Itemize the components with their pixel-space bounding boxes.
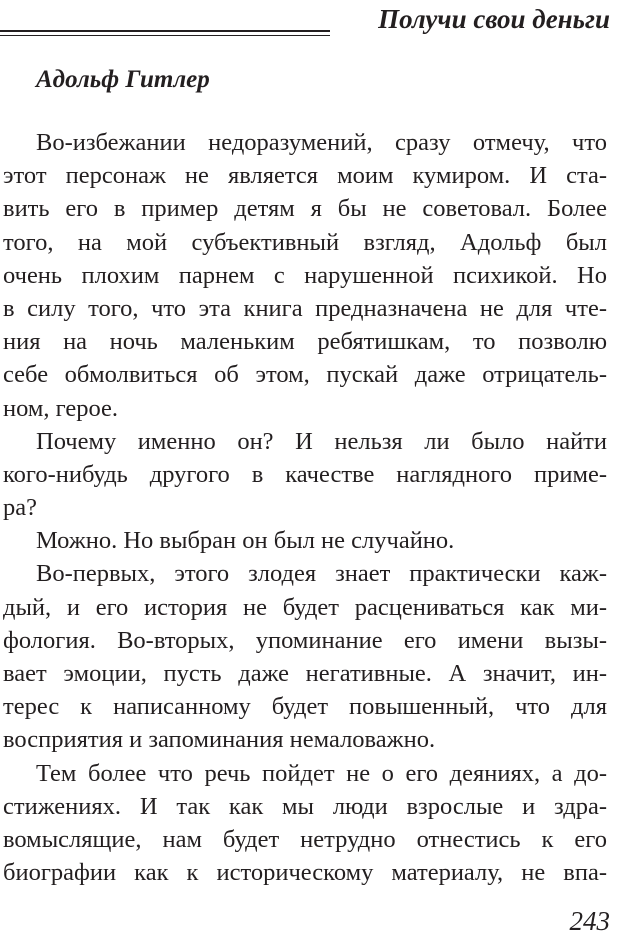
text-line: восприятия и запоминания немаловажно. (3, 726, 436, 754)
text-line: того, на мой субъективный взгляд, Адольф был (3, 228, 607, 256)
text-line: фология. Во-вторых, упоминание его имени вызы- (3, 626, 607, 654)
section-title: Адольф Гитлер (36, 66, 210, 93)
text-line: в силу того, что эта книга предназначена не для чте- (3, 294, 607, 322)
text-line: себе обмолвиться об этом, пускай даже отрицатель- (3, 361, 607, 389)
text-line: вить его в пример детям я бы не советовал. Более (3, 195, 607, 223)
text-line: Во-первых, этого злодея знает практически каж- (36, 560, 607, 588)
text-line: вомыслящие, нам будет нетрудно отнестись к его (3, 825, 607, 853)
running-head-title: Получи свои деньги (378, 4, 610, 34)
text-line: терес к написанному будет повышенный, что для (3, 693, 607, 721)
text-line: Почему именно он? И нельзя ли было найти (36, 427, 607, 455)
text-line: дый, и его история не будет расцениваться как ми- (3, 593, 607, 621)
text-line: вает эмоции, пусть даже негативные. А значит, ин- (3, 660, 607, 687)
text-line: ном, герое. (3, 394, 119, 422)
header-rule-thin (0, 35, 330, 36)
text-line: кого-нибудь другого в качестве наглядного приме- (3, 460, 607, 488)
text-line: очень плохим парнем с нарушенной психикой. Но (3, 261, 607, 289)
header-rule (0, 30, 330, 32)
page-number: 243 (569, 906, 610, 936)
text-line: стижениях. И так как мы люди взрослые и здра- (3, 792, 607, 820)
text-line: Можно. Но выбран он был не случайно. (36, 527, 455, 555)
text-line: Во-избежании недоразумений, сразу отмечу, что (36, 129, 607, 156)
body-text (3, 126, 607, 889)
text-line: ра? (3, 494, 37, 522)
text-line: этот персонаж не является моим кумиром. И ста- (3, 162, 607, 190)
text-line: ния на ночь маленьким ребятишкам, то позволю (3, 328, 607, 356)
text-line: биографии как к историческому материалу, не впа- (3, 859, 607, 887)
text-line: Тем более что речь пойдет не о его деяниях, а до- (36, 759, 607, 787)
